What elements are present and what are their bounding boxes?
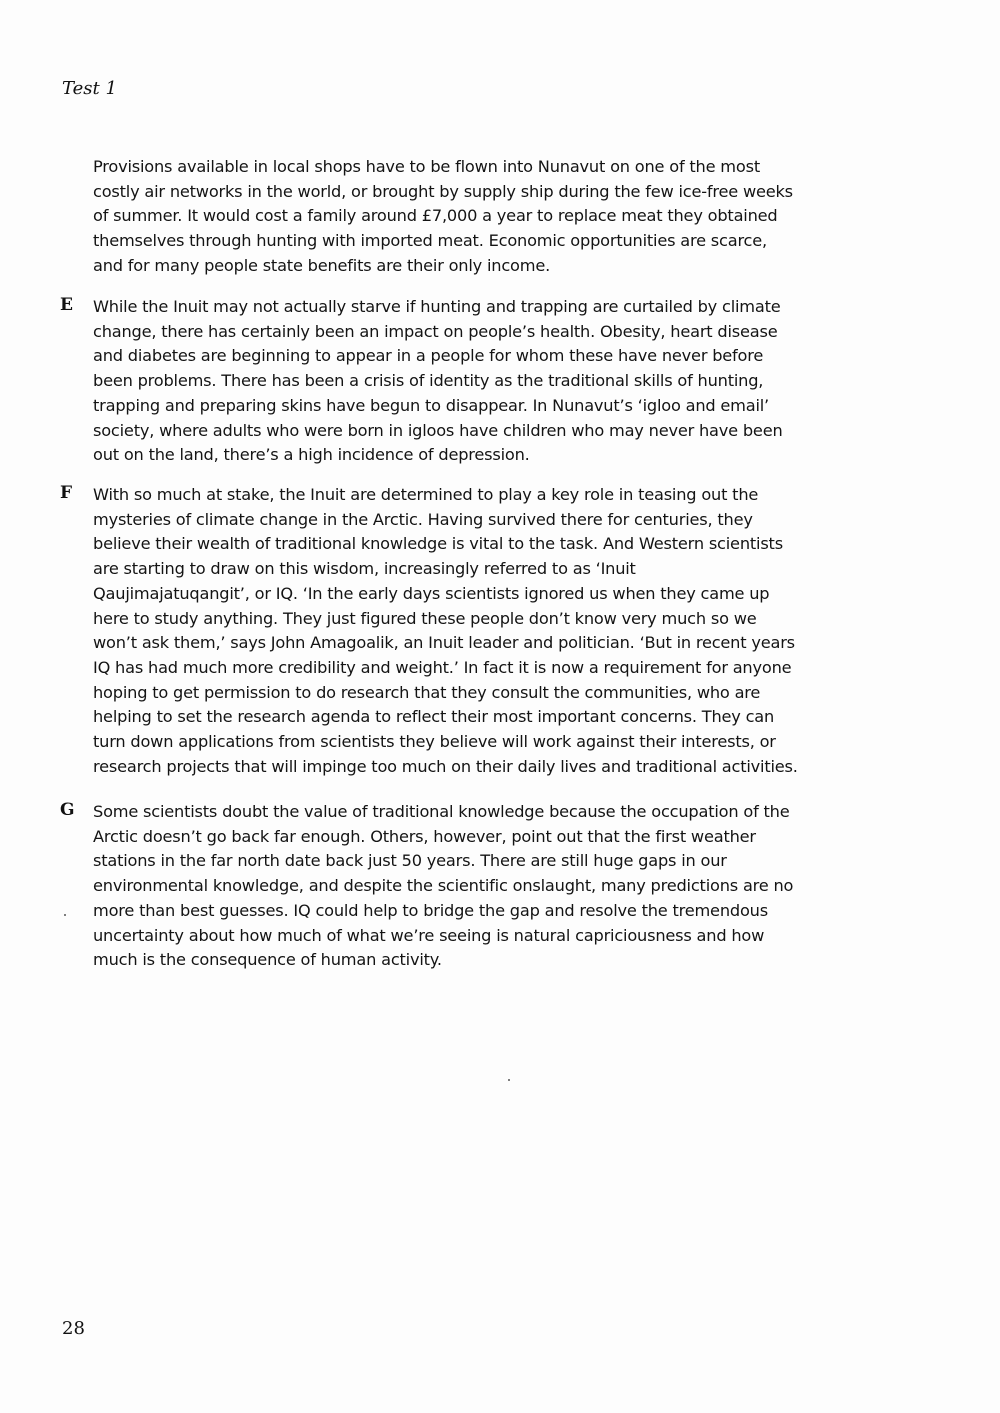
text-line: of summer. It would cost a family around £7,000 a year to replace meat they obtained <box>93 206 778 226</box>
text-line: costly air networks in the world, or brought by supply ship during the few ice-free weeks <box>93 181 793 201</box>
text-line: While the Inuit may not actually starve if hunting and trapping are curtailed by climate <box>93 297 781 316</box>
text-line: are starting to draw on this wisdom, increasingly referred to as ‘Inuit <box>93 559 636 579</box>
text-line: here to study anything. They just figured these people don’t know very much so we <box>93 608 757 628</box>
text-line: mysteries of climate change in the Arctic. Having survived there for centuries, they <box>93 509 753 529</box>
scan-speck <box>64 914 66 916</box>
text-line: turn down applications from scientists they believe will work against their interests, or <box>93 732 776 752</box>
text-line: trapping and preparing skins have begun to disappear. In Nunavut’s ‘igloo and email’ <box>93 395 769 415</box>
text-line: more than best guesses. IQ could help to bridge the gap and resolve the tremendous <box>93 900 768 920</box>
text-line: believe their wealth of traditional knowledge is vital to the task. And Western scientists <box>93 534 783 554</box>
paragraph-f <box>93 483 913 779</box>
text-line: With so much at stake, the Inuit are determined to play a key role in teasing out the <box>93 485 759 504</box>
text-line: change, there has certainly been an impact on people’s health. Obesity, heart disease <box>93 321 778 341</box>
scan-speck <box>508 1079 510 1081</box>
paragraph-continuation <box>93 155 913 279</box>
paragraph-letter-g: G <box>60 800 75 820</box>
paragraph-g <box>93 800 913 973</box>
text-line: and for many people state benefits are their only income. <box>93 255 551 275</box>
paragraph-e <box>93 295 913 468</box>
paragraph-letter-e: E <box>60 295 73 315</box>
text-line: environmental knowledge, and despite the scientific onslaught, many predictions are no <box>93 876 794 896</box>
text-line: helping to set the research agenda to reflect their most important concerns. They can <box>93 707 775 727</box>
text-line: stations in the far north date back just 50 years. There are still huge gaps in our <box>93 851 727 871</box>
page-number: 28 <box>62 1318 85 1339</box>
text-line: uncertainty about how much of what we’re seeing is natural capriciousness and how <box>93 925 765 945</box>
text-line: Some scientists doubt the value of traditional knowledge because the occupation of the <box>93 802 790 821</box>
text-line: research projects that will impinge too much on their daily lives and traditional activities. <box>93 756 798 776</box>
text-line: Provisions available in local shops have to be flown into Nunavut on one of the most <box>93 157 760 176</box>
text-line: and diabetes are beginning to appear in a people for whom these have never before <box>93 346 764 366</box>
paragraph-letter-f: F <box>60 483 73 503</box>
text-line: Qaujimajatuqangit’, or IQ. ‘In the early days scientists ignored us when they came up <box>93 583 770 603</box>
text-line: hoping to get permission to do research that they consult the communities, who are <box>93 682 761 702</box>
running-head: Test 1 <box>62 78 117 99</box>
text-line: been problems. There has been a crisis of identity as the traditional skills of hunting, <box>93 371 764 391</box>
text-line: society, where adults who were born in igloos have children who may never have been <box>93 420 783 440</box>
text-line: out on the land, there’s a high incidence of depression. <box>93 445 530 465</box>
text-line: themselves through hunting with imported meat. Economic opportunities are scarce, <box>93 231 767 251</box>
text-line: IQ has had much more credibility and weight.’ In fact it is now a requirement for anyone <box>93 657 792 677</box>
text-line: won’t ask them,’ says John Amagoalik, an Inuit leader and politician. ‘But in recent years <box>93 633 795 653</box>
text-line: much is the consequence of human activity. <box>93 950 442 970</box>
text-line: Arctic doesn’t go back far enough. Others, however, point out that the first weather <box>93 826 756 846</box>
